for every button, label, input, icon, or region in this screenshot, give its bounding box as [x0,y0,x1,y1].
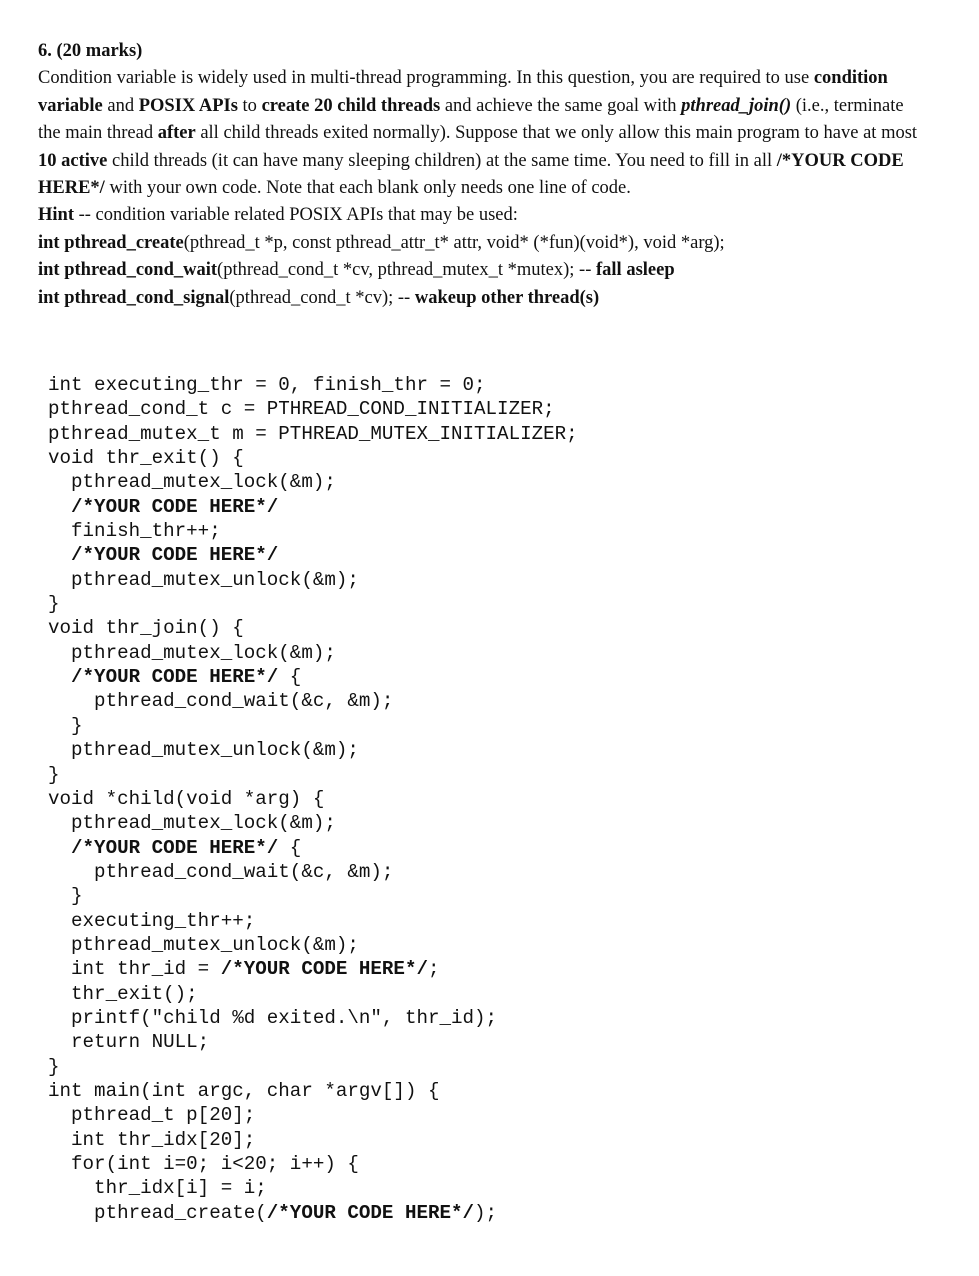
code-text: ; [427,958,440,981]
emphasis-bold: int pthread_cond_wait [38,260,218,281]
code-line [48,519,578,543]
code-line [48,446,578,470]
text-segment: Condition variable is widely used in multi-thread programming. In this question, you are required to use [38,68,814,89]
emphasis-bold: condition variable [38,68,888,116]
code-text: pthread_create( [48,1201,267,1224]
code-line [48,738,578,762]
text-segment: -- condition variable related POSIX APIs that may be used: [73,205,518,226]
code-text: { [278,666,302,689]
code-line [48,1030,578,1054]
code-line [48,763,578,787]
code-text: pthread_mutex_lock(&m); [48,471,336,494]
code-text: pthread_mutex_t m = PTHREAD_MUTEX_INITIALIZER; [48,422,578,445]
emphasis-bold: Hint [38,205,74,226]
emphasis-bold: 10 active [38,150,108,171]
question-heading: 6. (20 marks) [38,41,143,61]
code-text: int executing_thr = 0, finish_thr = 0; [48,374,486,396]
code-text: printf("child %d exited.\n", thr_id); [48,1006,498,1029]
code-text: pthread_mutex_unlock(&m); [48,739,359,762]
code-text: pthread_mutex_lock(&m); [48,641,336,664]
code-line [48,568,578,592]
code-text [48,496,71,518]
code-text: int thr_idx[20]; [48,1128,256,1151]
code-line [48,592,578,616]
code-text [48,837,71,859]
code-text: } [48,885,83,908]
code-text: pthread_cond_t c = PTHREAD_COND_INITIALIZER; [48,398,555,421]
code-text: int main(int argc, char *argv[]) { [48,1079,440,1102]
emphasis-bold: create 20 child threads [261,95,441,116]
code-line [48,470,578,494]
code-text: pthread_cond_wait(&c, &m); [48,860,394,883]
code-line [48,397,578,421]
code-text: thr_idx[i] = i; [48,1177,267,1200]
code-line [48,836,578,860]
code-placeholder: /*YOUR CODE HERE*/ [71,666,279,689]
code-placeholder: /*YOUR CODE HERE*/ [71,836,279,859]
api-pthread-cond-wait [38,257,928,284]
code-line [48,616,578,640]
text-segment: with your own code. Note that each blank only needs one line of code. [104,178,631,199]
code-placeholder: /*YOUR CODE HERE*/ [220,958,428,981]
text-segment: (pthread_cond_t *cv, pthread_mutex_t *mutex); -- [217,260,596,281]
question-block [38,38,928,312]
emphasis-bold: wakeup other thread(s) [414,287,600,308]
text-segment: and achieve the same goal with [440,95,682,116]
code-text: void thr_exit() { [48,447,244,470]
hint-line [38,202,928,229]
code-line [48,1128,578,1152]
code-text: } [48,763,60,786]
code-line [48,860,578,884]
code-text: pthread_mutex_unlock(&m); [48,933,359,956]
code-text: pthread_cond_wait(&c, &m); [48,690,394,713]
code-line [48,1176,578,1200]
code-text: pthread_mutex_unlock(&m); [48,568,359,591]
code-line [48,689,578,713]
code-line [48,373,578,397]
text-segment: all child threads exited normally). Suppose that we only allow this main program to have at most [195,123,918,144]
code-text: thr_exit(); [48,982,198,1005]
emphasis-bold: after [157,123,196,144]
text-segment: (pthread_cond_t *cv); -- [229,287,415,308]
code-line [48,787,578,811]
code-line [48,811,578,835]
code-text: int thr_id = [48,958,221,981]
code-line [48,714,578,738]
code-line [48,543,578,567]
text-segment: (i.e., terminate the main thread [38,95,904,144]
emphasis-bold: fall asleep [596,260,675,281]
code-line [48,1006,578,1030]
text-segment: to [237,95,262,116]
code-line [48,641,578,665]
code-line [48,1055,578,1079]
code-text: pthread_mutex_lock(&m); [48,812,336,835]
code-line [48,495,578,519]
code-text: finish_thr++; [48,520,221,543]
code-line [48,884,578,908]
code-listing [48,373,578,1225]
code-line [48,1201,578,1225]
code-line [48,1152,578,1176]
code-text: { [278,836,302,859]
api-pthread-cond-signal [38,285,928,312]
code-text: void *child(void *arg) { [48,787,325,810]
code-text: executing_thr++; [48,909,256,932]
code-text: return NULL; [48,1031,210,1054]
code-text [48,544,71,566]
text-segment: child threads (it can have many sleeping children) at the same time. You need to fill in all [107,150,777,171]
emphasis-bold: POSIX APIs [138,95,238,116]
code-line [48,1079,578,1103]
code-line [48,422,578,446]
code-line [48,957,578,981]
code-line [48,933,578,957]
emphasis-bold: int pthread_create [38,232,184,253]
code-line [48,982,578,1006]
code-text: pthread_t p[20]; [48,1104,256,1127]
code-text [48,666,71,688]
text-segment: and [102,95,139,116]
code-placeholder: /*YOUR CODE HERE*/ [266,1201,475,1224]
question-intro [38,65,928,202]
api-pthread-create [38,230,928,257]
emphasis-bold: /*YOUR CODE HERE*/ [38,150,904,199]
code-text: } [48,1055,60,1078]
code-line [48,909,578,933]
code-text: ); [474,1201,498,1224]
emphasis-bold: int pthread_cond_signal [38,287,230,308]
code-placeholder: /*YOUR CODE HERE*/ [71,495,279,518]
text-segment: (pthread_t *p, const pthread_attr_t* attr, void* (*fun)(void*), void *arg); [183,232,725,253]
emphasis-italic: pthread_join() [681,95,792,116]
code-placeholder: /*YOUR CODE HERE*/ [71,544,279,567]
code-text: } [48,593,60,616]
code-line [48,665,578,689]
code-text: void thr_join() { [48,617,244,640]
code-line [48,1103,578,1127]
code-text: for(int i=0; i<20; i++) { [48,1153,359,1175]
code-text: } [48,714,83,737]
